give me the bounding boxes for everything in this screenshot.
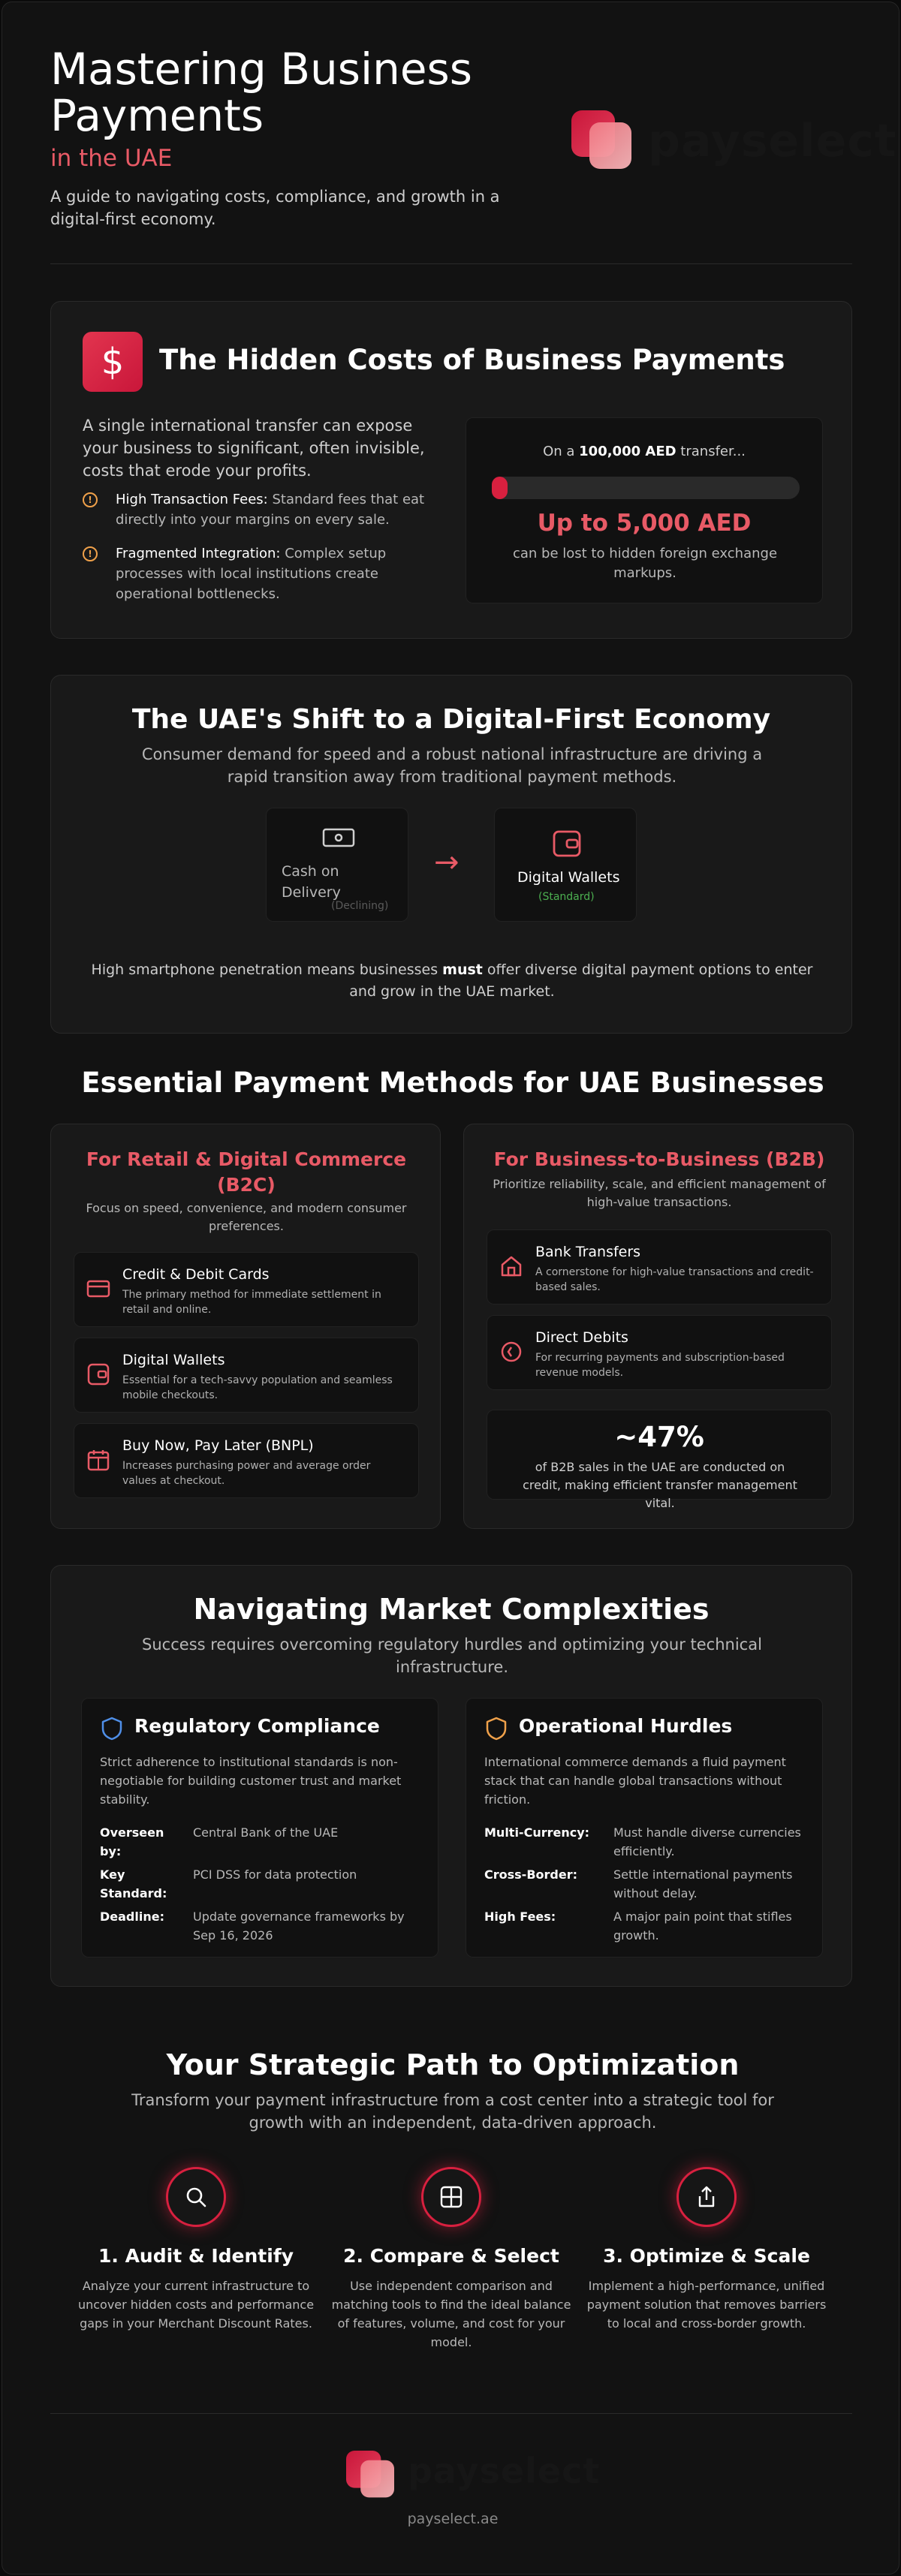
stat-value: ~47% (614, 1421, 704, 1453)
regulatory-card (81, 1698, 438, 1958)
kv-key: High Fees: (484, 1909, 556, 1924)
footer-logo-icon[interactable] (346, 2451, 386, 2489)
b2b-title: For Business-to-Business (B2B) (493, 1148, 825, 1170)
step-3-text: Implement a high-performance, unified payment solution that removes barriers to local and cross-border growth. (586, 2279, 827, 2331)
hidden-costs-section (50, 301, 852, 639)
method-text: The primary method for immediate settlement in retail and online. (122, 1289, 381, 1316)
complexities-title: Navigating Market Complexities (193, 1593, 710, 1626)
regulatory-description: Strict adherence to institutional standards is non-negotiable for building customer trust and market stability. (100, 1755, 402, 1807)
calendar-icon (86, 1448, 110, 1472)
method-title: Credit & Debit Cards (122, 1266, 270, 1283)
loss-example-card (466, 417, 823, 603)
method-title: Digital Wallets (122, 1352, 225, 1368)
tile-label: Digital Wallets (517, 869, 620, 886)
method-text: For recurring payments and subscription-based revenue models. (535, 1352, 785, 1379)
step-1-title: 1. Audit & Identify (98, 2245, 294, 2267)
footer-divider (50, 2413, 852, 2414)
kv-value: PCI DSS for data protection (193, 1867, 357, 1882)
stat-text: of B2B sales in the UAE are conducted on credit, making efficient transfer management vital. (523, 1460, 797, 1510)
strategy-description: Transform your payment infrastructure from a cost center into a strategic tool for growth with an independent, data-driven approach. (131, 2091, 774, 2132)
step-3-title: 3. Optimize & Scale (603, 2245, 810, 2267)
digital-shift-description: Consumer demand for speed and a robust national infrastructure are driving a rapid transition away from traditional payment methods. (141, 745, 763, 786)
wallet-icon (86, 1362, 110, 1386)
wallet-icon (552, 829, 582, 858)
bullet-label: Fragmented Integration: (116, 546, 281, 561)
b2b-description: Prioritize reliability, scale, and efficient management of high-value transactions. (493, 1177, 826, 1209)
digital-shift-section (50, 675, 852, 1034)
digital-shift-footer: High smartphone penetration means businesses must offer diverse digital payment options to enter and grow in the UAE market. (91, 961, 813, 1000)
step-2-circle (421, 2167, 481, 2227)
shield-icon (101, 1717, 122, 1741)
method-title: Direct Debits (535, 1329, 628, 1346)
tile-status: (Standard) (538, 891, 595, 903)
kv-value: Update governance frameworks by Sep 16, 2026 (193, 1909, 405, 1943)
card-icon (86, 1277, 110, 1301)
recurring-icon (499, 1340, 523, 1364)
step-1-circle (166, 2167, 226, 2227)
page-subtitle: in the UAE (50, 145, 173, 172)
brand-logo-icon[interactable] (571, 110, 634, 170)
kv-value: A major pain point that stifles growth. (613, 1909, 792, 1943)
method-digital-wallets (74, 1338, 419, 1413)
kv-key: Deadline: (100, 1909, 164, 1924)
page-title: Mastering Business Payments (50, 44, 472, 141)
compare-icon (438, 2184, 464, 2210)
kv-key: Key Standard: (100, 1867, 167, 1900)
method-text: A cornerstone for high-value transactions and credit-based sales. (535, 1266, 814, 1293)
method-title: Bank Transfers (535, 1244, 641, 1260)
loss-amount: Up to 5,000 AED (537, 510, 752, 537)
bullet-fragmented-integration (83, 543, 435, 604)
bank-icon (499, 1254, 523, 1278)
method-credit-debit-cards (74, 1252, 419, 1327)
complexities-section (50, 1565, 852, 1987)
tile-label: Cash on Delivery (282, 863, 341, 901)
brand-wordmark: payselect (648, 115, 897, 167)
hidden-costs-lead: A single international transfer can expose your business to significant, often invisible, costs that erode your profits. (83, 417, 425, 480)
step-2-title: 2. Compare & Select (343, 2245, 559, 2267)
warning-icon: ! (83, 492, 98, 507)
strategy-title: Your Strategic Path to Optimization (166, 2048, 740, 2081)
arrow-right-icon: → (434, 845, 460, 880)
bullet-text: Complex setup processes with local institutions create operational bottlenecks. (116, 546, 387, 602)
footer-url-link[interactable]: payselect.ae (407, 2511, 499, 2527)
loss-context: On a 100,000 AED transfer... (543, 444, 746, 459)
b2c-description: Focus on speed, convenience, and modern consumer preferences. (86, 1201, 407, 1233)
page-description: A guide to navigating costs, compliance, and growth in a digital-first economy. (50, 188, 500, 228)
warning-icon: ! (83, 546, 98, 561)
method-text: Essential for a tech-savvy population and seamless mobile checkouts. (122, 1374, 393, 1401)
method-text: Increases purchasing power and average order values at checkout. (122, 1460, 371, 1487)
method-bank-transfers (487, 1229, 832, 1305)
b2b-credit-stat (487, 1410, 832, 1510)
header-divider (50, 263, 852, 264)
cash-on-delivery-tile (266, 808, 408, 922)
operational-title: Operational Hurdles (519, 1715, 733, 1737)
dollar-icon: $ (83, 332, 143, 392)
complexities-description: Success requires overcoming regulatory hurdles and optimizing your technical infrastructure. (142, 1636, 762, 1676)
digital-wallets-tile (494, 808, 637, 922)
kv-value: Must handle diverse currencies efficiently. (613, 1825, 801, 1858)
bullet-transaction-fees (83, 489, 435, 530)
method-title: Buy Now, Pay Later (BNPL) (122, 1437, 314, 1454)
bullet-label: High Transaction Fees: (116, 492, 268, 507)
b2c-title: For Retail & Digital Commerce (B2C) (86, 1148, 407, 1196)
b2c-card (50, 1124, 441, 1529)
kv-value: Settle international payments without delay. (613, 1867, 793, 1900)
method-direct-debits (487, 1315, 832, 1390)
loss-description: can be lost to hidden foreign exchange markups. (512, 546, 778, 581)
method-bnpl (74, 1423, 419, 1498)
step-3-circle (677, 2167, 737, 2227)
payment-methods-title: Essential Payment Methods for UAE Businesses (81, 1067, 824, 1099)
digital-shift-title: The UAE's Shift to a Digital-First Economy (131, 704, 771, 735)
step-2-text: Use independent comparison and matching tools to find the ideal balance of features, volume, and cost for your model. (331, 2279, 571, 2349)
kv-key: Cross-Border: (484, 1867, 577, 1882)
regulatory-title: Regulatory Compliance (134, 1715, 380, 1737)
footer-wordmark: payselect (408, 2451, 601, 2491)
search-icon (183, 2184, 209, 2210)
hidden-costs-title: The Hidden Costs of Business Payments (159, 344, 785, 376)
kv-key: Multi-Currency: (484, 1825, 590, 1840)
bullet-text: Standard fees that eat directly into your margins on every sale. (116, 492, 425, 528)
b2b-card (463, 1124, 854, 1529)
kv-value: Central Bank of the UAE (193, 1825, 339, 1840)
kv-key: Overseen by: (100, 1825, 164, 1858)
shield-icon (486, 1717, 507, 1741)
cash-icon (322, 826, 355, 849)
share-icon (694, 2184, 719, 2210)
tile-status: (Declining) (331, 900, 389, 912)
infographic-page (2, 2, 899, 2574)
operational-card (466, 1698, 823, 1958)
operational-description: International commerce demands a fluid payment stack that can handle global transactions without friction. (484, 1755, 786, 1807)
step-1-text: Analyze your current infrastructure to uncover hidden costs and performance gaps in your Merchant Discount Rates. (77, 2279, 315, 2331)
loss-progress-bar (492, 477, 800, 499)
